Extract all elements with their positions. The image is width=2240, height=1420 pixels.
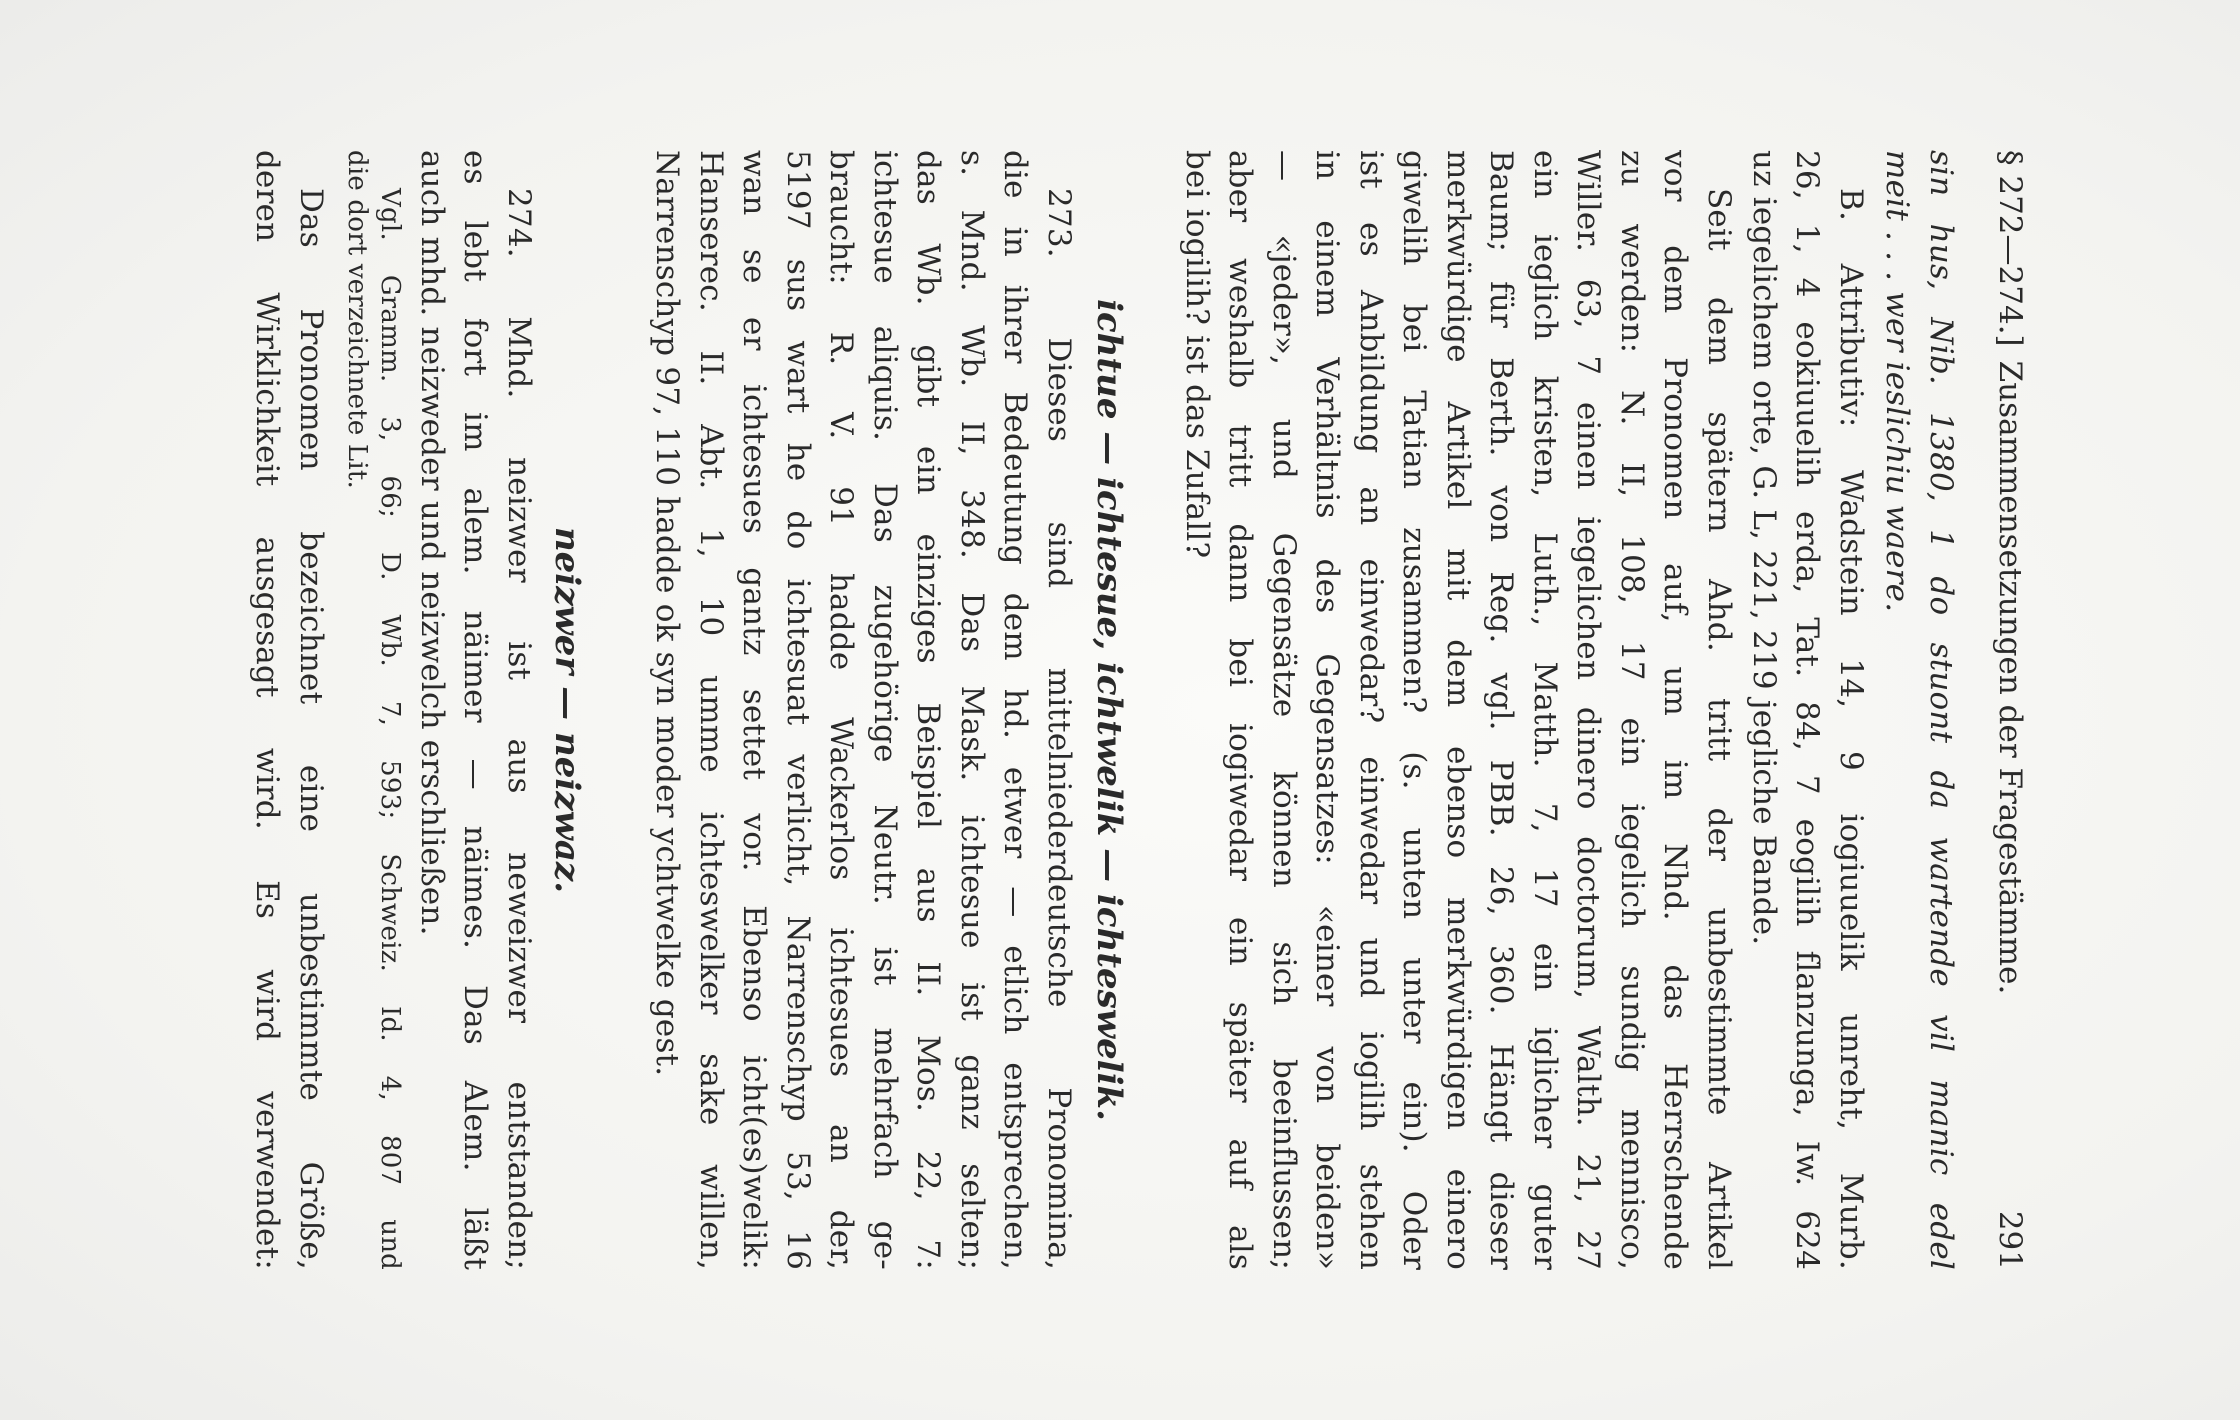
text-line: ist es Anbildung an einwedar? einwedar und iogilih stehen: [1353, 150, 1389, 1270]
text-line: meit . . . wer ieslichiu waere.: [1879, 150, 1916, 613]
section-heading-274: neizwer — neizwaz.: [547, 526, 587, 894]
text-line: 5197 sus wart he do ichtesuat verlicht, Narrenschyp 53, 16: [780, 150, 816, 1270]
text-line: vor dem Pronomen auf, um im Nhd. das Herrschende: [1657, 150, 1694, 1270]
footnote-274: [340, 150, 406, 1270]
paragraph-273: [645, 150, 1080, 1270]
text-line: Vgl. Gramm. 3, 66; D. Wb. 7, 593; Schweiz. Id. 4, 807 und: [375, 188, 405, 1270]
paragraph-274: [410, 150, 541, 1270]
text-line: merkwürdige Artikel mit dem ebenso merkwürdigen einero: [1440, 150, 1476, 1270]
text-line: es lebt fort im alem. näimer — näimes. Das Alem. läßt: [457, 150, 494, 1270]
text-line: bei iogilih? ist das Zufall?: [1179, 150, 1215, 559]
text-line: auch mhd. neizweder und neizwelch erschließen.: [414, 150, 450, 936]
text-line: 274. Mhd. neizwer ist aus newеizwer entstanden;: [501, 188, 537, 1270]
text-line: Das Pronomen bezeichnet eine unbestimmte Größe,: [293, 188, 329, 1270]
text-line: braucht: R. V. 91 hadde Wackerlos ichtesues an der,: [823, 150, 860, 1270]
text-line: 273. Dieses sind mittelniederdeutsche Pronomina,: [1041, 188, 1077, 1270]
text-line: deren Wirklichkeit ausgesagt wird. Es wird verwendet:: [249, 150, 286, 1270]
text-line: ichtesue aliquis. Das zugehörige Neutr. ist mehrfach ge-: [867, 150, 903, 1270]
paragraph-b-attributiv: [1742, 150, 1873, 1270]
text-line: das Wb. gibt ein einziges Beispiel aus II. Mos. 22, 7:: [910, 150, 947, 1270]
text-line: Baum; für Berth. von Reg. vgl. PBB. 26, 360. Hängt dieser: [1483, 150, 1520, 1270]
page-number: 291: [1992, 1210, 2028, 1270]
text-line: in einem Verhältnis des Gegensatzes: «einer von beiden»: [1309, 150, 1346, 1270]
text-line: wan se er ichtesues gantz settet vor. Ebenso icht(es)welik:: [736, 150, 773, 1270]
text-line: zu werden: N. II, 108, 17 ein iegelich sundig mennisco,: [1614, 150, 1650, 1270]
paragraph-a: [1875, 150, 1962, 1270]
section-reference: § 272—274.]: [1992, 150, 2028, 347]
text-line: Narrenschyp 97, 110 hadde ok syn moder ychtwelke gest.: [649, 150, 686, 1077]
text-line: s. Mnd. Wb. II, 348. Das Mask. ichtesue ist ganz selten;: [954, 150, 990, 1270]
text-line: giwelih bei Tatian zusammen? (s. unten unter ein). Oder: [1396, 150, 1433, 1270]
text-line: Seit dem spätern Ahd. tritt der unbestimmte Artikel: [1701, 188, 1737, 1270]
running-header: [1988, 150, 2032, 1270]
text-line: 26, 1, 4 eokiuuelih erda, Tat. 84, 7 eogilih flanzunga, Iw. 624: [1789, 150, 1826, 1270]
text-line: sin hus, Nib. 1380, 1 do stuont da wartende vil manic edel: [1923, 150, 1959, 1270]
text-line: ein ieglich kristen, Luth., Matth. 7, 17 ein iglicher guter: [1527, 150, 1563, 1270]
text-line: aber weshalb tritt dann bei iogiwedar ein später auf als: [1222, 150, 1259, 1270]
text-line: die in ihrer Bedeutung dem hd. etwer — etlich entsprechen,: [997, 150, 1034, 1270]
section-heading-273: ichtue — ichtesue, ichtwelik — ichteswelik.: [1089, 299, 1129, 1121]
text-line: Hanserec. II. Abt. 1, 10 umme ichteswelker sake willen,: [693, 150, 729, 1270]
text-line: Willer. 63, 7 einen iegelichen dinero doctorum, Walth. 21, 27: [1570, 150, 1607, 1270]
text-line: B. Attributiv: Wadstein 14, 9 iogiuuelik unreht, Murb.: [1833, 188, 1869, 1270]
text-line: uz iegelichem orte, G. L, 221, 219 jegliche Bande.: [1746, 150, 1782, 946]
text-line: — «jeder», und Gegensätze können sich beeinflussen;: [1266, 150, 1302, 1270]
running-head-title: Zusammensetzungen der Fragestämme.: [1992, 360, 2028, 995]
text-line: die dort verzeichnete Lit.: [342, 150, 372, 489]
paragraph-final: [245, 150, 332, 1270]
paragraph-artikel: [1175, 150, 1741, 1270]
